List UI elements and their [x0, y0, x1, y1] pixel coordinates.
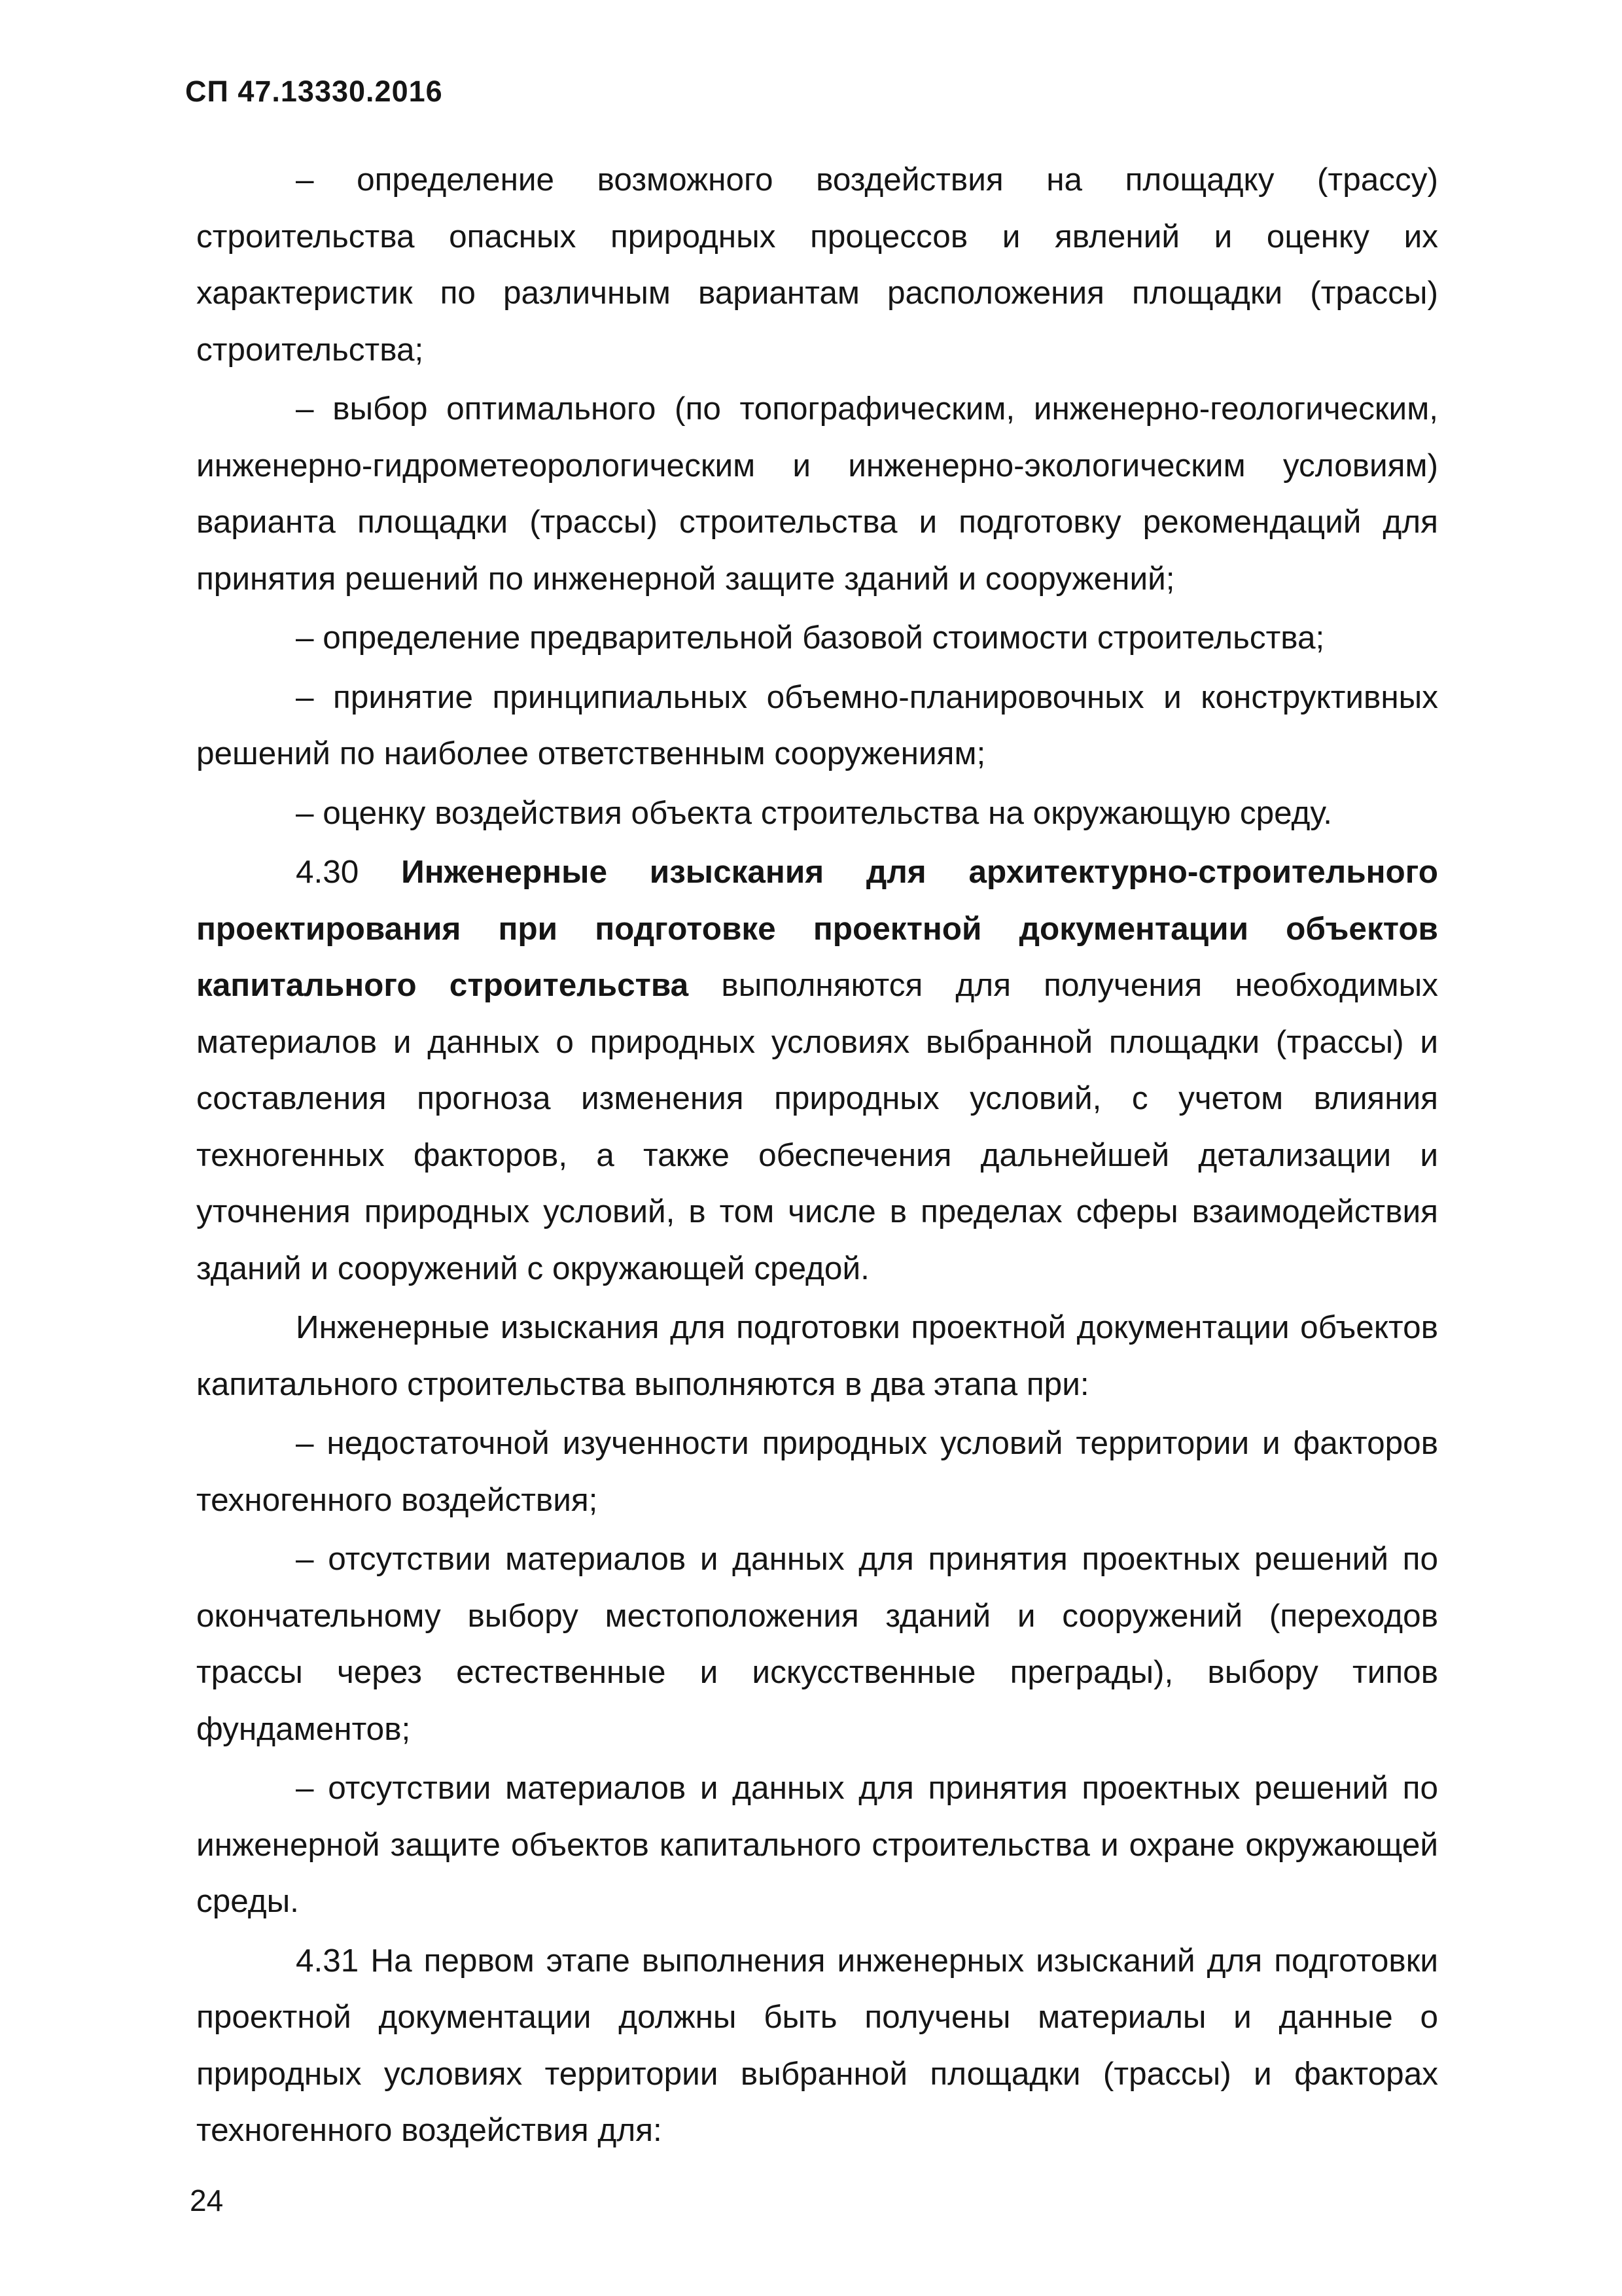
clause-4-30: [196, 844, 1438, 1297]
clause-number: 4.31: [296, 1942, 359, 1979]
list-item: – отсутствии материалов и данных для принятия проектных решений по окончательному выбору местоположения зданий и сооружений (переходов трассы через естественные и искусственные преграды), выбору типов фундаментов;: [196, 1541, 1438, 1747]
clause-heading-bold: Инженерные изыскания для архитектурно-строительного проектирования при подготовке проектной документации объектов капитального строительства: [196, 854, 1438, 1003]
document-code-header: СП 47.13330.2016: [185, 75, 443, 108]
list-item: – принятие принципиальных объемно-планировочных и конструктивных решений по наиболее ответственным сооружениям;: [196, 679, 1438, 771]
list-item: – определение предварительной базовой стоимости строительства;: [296, 620, 1325, 656]
page-number: 24: [190, 2183, 224, 2217]
clause-4-31: [196, 1933, 1438, 2159]
list-item: – оценку воздействия объекта строительства на окружающую среду.: [296, 794, 1332, 831]
list-item: – выбор оптимального (по топографическим, инженерно-геологическим, инженерно-гидрометеорологическим и инженерно-экологическим условиям) варианта площадки (трассы) строительства и подготовку рекомендаций для принятия решений по инженерной защите зданий и сооружений;: [196, 391, 1438, 597]
paragraph: Инженерные изыскания для подготовки проектной документации объектов капитального строительства выполняются в два этапа при:: [196, 1309, 1438, 1402]
list-item: – недостаточной изученности природных условий территории и факторов техногенного воздействия;: [196, 1425, 1438, 1518]
document-body: [196, 152, 1438, 2159]
clause-text: выполняются для получения необходимых материалов и данных о природных условиях выбранной площадки (трассы) и составления прогноза изменения природных условий, с учетом влияния техногенных факторов, а также обеспечения дальнейшей детализации и уточнения природных условий, в том числе в пределах сферы взаимодействия зданий и сооружений с окружающей средой.: [196, 967, 1438, 1286]
list-item: – отсутствии материалов и данных для принятия проектных решений по инженерной защите объектов капитального строительства и охране окружающей среды.: [196, 1770, 1438, 1919]
clause-text: На первом этапе выполнения инженерных изысканий для подготовки проектной документации должны быть получены материалы и данные о природных условиях территории выбранной площадки (трассы) и факторах техногенного воздействия для:: [196, 1942, 1438, 2148]
list-item: – определение возможного воздействия на площадку (трассу) строительства опасных природных процессов и явлений и оценку их характеристик по различным вариантам расположения площадки (трассы) строительства;: [196, 162, 1438, 368]
clause-number: 4.30: [296, 854, 359, 890]
